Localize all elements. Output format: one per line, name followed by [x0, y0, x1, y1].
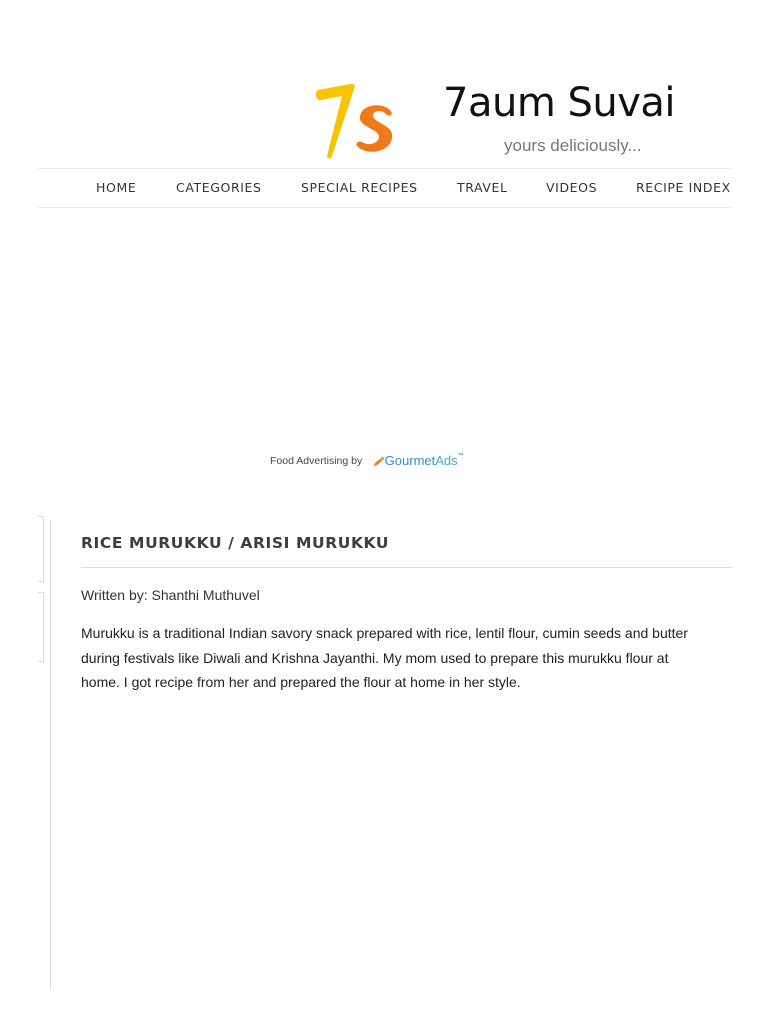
gourmetads-brand-tm: ™ [457, 453, 464, 460]
gourmetads-logo[interactable] [373, 453, 464, 468]
sidebar-divider [50, 520, 51, 990]
nav-item-special-recipes[interactable]: SPECIAL RECIPES [301, 180, 418, 195]
gourmetads-spoon-icon [373, 456, 385, 468]
sidebar-bracket [38, 516, 44, 582]
nav-item-home[interactable]: HOME [96, 180, 137, 195]
article-byline: Written by: Shanthi Muthuvel [81, 587, 260, 603]
site-header [0, 0, 768, 168]
article-body-line: home. I got recipe from her and prepared the flour at home in her style. [81, 674, 521, 690]
gourmetads-brand-ads: Ads [435, 453, 458, 469]
ad-placeholder [37, 209, 732, 449]
ad-credit[interactable] [270, 452, 464, 472]
main-navigation [37, 168, 732, 208]
nav-item-recipe-index[interactable]: RECIPE INDEX [636, 180, 731, 195]
article-body-line: during festivals like Diwali and Krishna Jayanthi. My mom used to prepare this murukku flour at [81, 649, 669, 666]
article-title[interactable]: RICE MURUKKU / ARISI MURUKKU [81, 534, 390, 552]
article-body-line: Murukku is a traditional Indian savory snack prepared with rice, lentil flour, cumin seeds and butter [81, 625, 688, 641]
nav-item-videos[interactable]: VIDEOS [546, 180, 598, 195]
site-title[interactable]: 7aum Suvai [443, 80, 676, 126]
ad-credit-label: Food Advertising by [270, 454, 363, 467]
nav-item-categories[interactable]: CATEGORIES [176, 180, 262, 195]
gourmetads-brand-gourmet: Gourmet [384, 453, 436, 469]
article-body [81, 621, 732, 695]
title-divider [81, 567, 732, 568]
nav-item-travel[interactable]: TRAVEL [457, 180, 508, 195]
7s-logo-icon[interactable] [312, 80, 398, 162]
sidebar-bracket [38, 592, 44, 662]
site-tagline: yours deliciously... [504, 136, 642, 155]
